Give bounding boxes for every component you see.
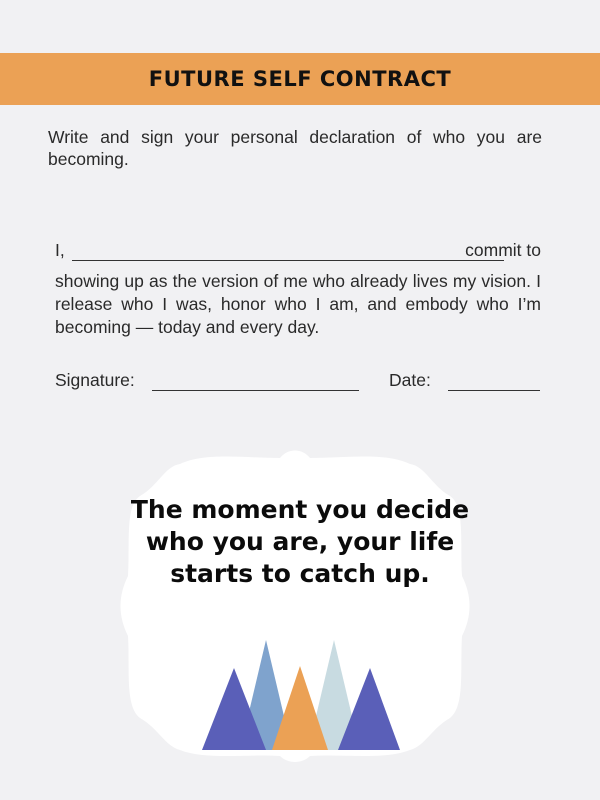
commitment-suffix: commit to: [465, 240, 541, 260]
signature-blank-field[interactable]: [152, 390, 359, 391]
name-blank-field[interactable]: [72, 260, 504, 261]
commitment-body: showing up as the version of me who already lives my vision. I release who I was, honor who I am, and embody who I’m becoming — today and every day.: [55, 271, 541, 337]
commitment-first-line: [55, 240, 543, 266]
date-blank-field[interactable]: [448, 390, 540, 391]
signature-label: Signature:: [55, 370, 135, 390]
intro-text: Write and sign your personal declaration of who you are becoming.: [48, 127, 542, 169]
signature-row: [55, 370, 541, 394]
commitment-prefix: I,: [55, 240, 65, 260]
mountains-illustration: [200, 636, 400, 750]
inspirational-quote: The moment you decide who you are, your life starts to catch up.: [130, 495, 470, 588]
date-label: Date:: [389, 370, 431, 390]
title-banner: [0, 53, 600, 105]
page-title: FUTURE SELF CONTRACT: [148, 67, 452, 91]
